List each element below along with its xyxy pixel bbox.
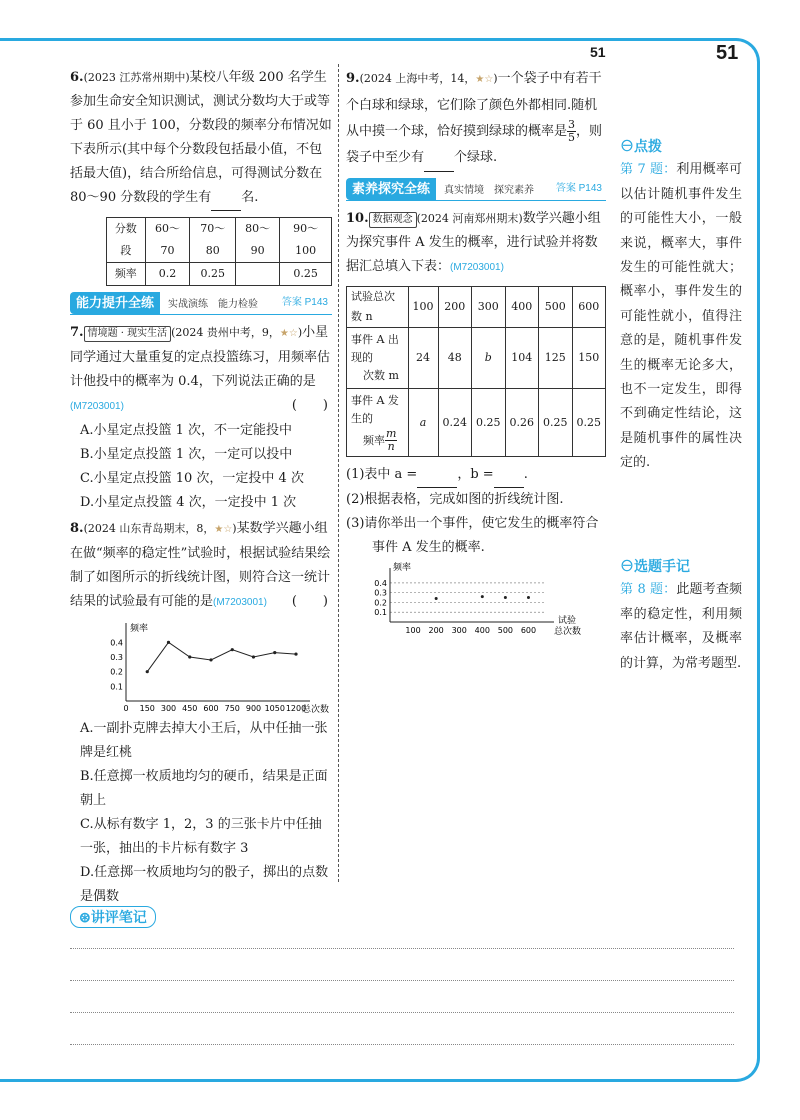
y-axis-label: 频率 [393, 563, 412, 573]
question-number: 8. [70, 521, 84, 536]
question-number: 10. [346, 211, 369, 226]
question-8 [70, 517, 332, 909]
question-code: (M7203001) [213, 597, 267, 608]
data-point [167, 641, 170, 644]
table-cell: 100 [408, 287, 438, 328]
table-cell: 400 [505, 287, 539, 328]
table-cell: 48 [438, 328, 472, 389]
x-tick-label: 600 [520, 626, 537, 635]
table-cell: b [472, 328, 506, 389]
row-label-line1: 事件 A 发生的 [351, 394, 399, 425]
data-point [435, 597, 438, 600]
frequency-fraction [385, 428, 397, 453]
left-column [70, 66, 332, 909]
data-point [504, 596, 507, 599]
banner-title: 素养探究全练 [346, 178, 436, 200]
question-source: (2023 江苏常州期中) [83, 71, 190, 84]
answer-paren[interactable]: ( ) [291, 594, 328, 609]
table-cell: 分数段 [107, 218, 146, 263]
x-tick-label: 1200 [285, 704, 307, 713]
table-cell: 0.25 [280, 263, 332, 286]
question-code: (M7203001) [70, 401, 124, 412]
x-tick-label: 300 [451, 626, 467, 635]
answer-blank-a[interactable] [417, 463, 457, 488]
x-tick-label: 0 [123, 704, 129, 713]
table-row [107, 218, 332, 263]
fraction-numerator: 3 [568, 118, 576, 131]
topic-notes-panel [620, 554, 742, 676]
answer-paren[interactable]: ( ) [291, 398, 328, 413]
question-number: 7. [70, 325, 84, 340]
x-tick-label: 450 [182, 704, 198, 713]
note-line[interactable] [70, 948, 734, 949]
option-a[interactable]: A.一副扑克牌去掉大小王后，从中任抽一张牌是红桃 [80, 721, 328, 760]
y-tick-label: 0.3 [374, 588, 387, 598]
notes-icon: ⊖ [620, 558, 634, 574]
question-source-end: ) [493, 72, 498, 85]
table-cell: 90～100 [280, 218, 332, 263]
answer-blank[interactable] [211, 186, 241, 211]
question-6 [70, 66, 332, 211]
table-row [347, 389, 606, 457]
data-point [294, 652, 297, 655]
table-cell: 150 [572, 328, 606, 389]
sub-question-2: (2)根据表格，完成如图的折线统计图. [346, 492, 564, 507]
section-banner-literacy [346, 178, 606, 201]
data-point [273, 651, 276, 654]
topic-notes-title-text: 选题手记 [634, 558, 690, 574]
data-point [188, 655, 191, 658]
experiment-table [346, 286, 606, 457]
table-row-label [347, 328, 409, 389]
frequency-line-chart [70, 619, 332, 715]
sub1-text-a: (1)表中 a = [346, 467, 418, 482]
table-cell: 0.25 [472, 389, 506, 457]
note-line[interactable] [70, 1012, 734, 1013]
sub1-text-b: ，b = [457, 467, 494, 482]
tip-title [620, 134, 742, 158]
difficulty-star-icon: ★☆ [279, 328, 298, 339]
table-row-label: 试验总次数 n [347, 287, 409, 328]
y-tick-label: 0.2 [374, 598, 387, 608]
question-source: (2024 山东青岛期末，8， [83, 522, 215, 535]
answer-blank[interactable] [424, 145, 454, 172]
tip-text: 利用概率可以估计随机事件发生的可能性大小，一般来说，概率大，事件发生的可能性就大；概率小，事件发生的可能性就小，值得注意的是，随机事件发生的概率无论多大，也不一定发生，即得不到确定性结论，这是随机事件的属性决定的. [620, 162, 742, 471]
table-cell: 200 [438, 287, 472, 328]
answer-blank-b[interactable] [494, 463, 524, 488]
banner-subtitle: 真实情境 探究素养 [444, 185, 535, 196]
table-cell: a [408, 389, 438, 457]
sub-question-3-cont: 事件 A 发生的概率. [372, 540, 485, 555]
question-tag: 情境题 · 现实生活 [84, 326, 172, 342]
question-source-end: ) [297, 326, 303, 339]
question-source-end: ) [232, 522, 237, 535]
tip-title-text: 点拨 [634, 138, 662, 154]
y-tick-label: 0.4 [110, 638, 123, 648]
table-row [347, 287, 606, 328]
question-text: 数学兴趣小组为探究事件 A 发生的概率，进行试验并将数据汇总填入下表： [346, 211, 601, 274]
review-notes-title [70, 906, 156, 928]
fraction-denominator: 5 [568, 131, 576, 144]
banner-title: 能力提升全练 [70, 292, 160, 314]
question-10 [346, 207, 606, 640]
question-text: 某校八年级 200 名学生参加生命安全知识测试，测试分数均大于或等于 60 且小于 100，分数段的频率分布情况如下表所示(其中每个分数段包括最小值，不包括最大值)，结合所给信息，可得测试分数在 80～90 分数段的学生有 [70, 70, 332, 205]
x-tick-label: 500 [497, 626, 514, 635]
answer-page-link[interactable]: 答案 P143 [281, 297, 328, 308]
row-label-line2: 次数 m [363, 369, 399, 382]
x-tick-label: 150 [139, 704, 155, 713]
page-number-small: 51 [590, 44, 606, 60]
data-point [252, 655, 255, 658]
table-cell: 500 [539, 287, 573, 328]
y-axis-label: 频率 [130, 624, 149, 634]
x-tick-label: 200 [428, 626, 444, 635]
y-tick-label: 0.3 [110, 653, 123, 662]
question-text: 一个袋子中有若干个白球和绿球，它们除了颜色外都相同.随机从中摸一个球，恰好摸到绿球的概率是 [346, 71, 602, 139]
section-banner-ability [70, 292, 332, 315]
table-cell [236, 263, 280, 286]
question-text-2: ，则袋子中至少有 [346, 124, 603, 165]
question-text-3: 个绿球. [454, 150, 498, 165]
question-number: 6. [70, 70, 84, 85]
table-cell: 60～70 [145, 218, 190, 263]
table-cell: 80～90 [236, 218, 280, 263]
banner-subtitle: 实战演练 能力检验 [168, 299, 259, 310]
data-point [527, 596, 530, 599]
x-tick-label: 1050 [264, 704, 285, 713]
x-tick-label: 600 [203, 704, 219, 713]
row-label-line2: 频率 [363, 433, 385, 447]
sub-question-1 [346, 463, 606, 488]
option-c[interactable]: C.小星定点投篮 10 次，一定投中 4 次 [80, 471, 304, 486]
answer-page-link[interactable]: 答案 P143 [555, 183, 602, 194]
page-number: 51 [716, 42, 739, 64]
sub1-text-c: . [523, 467, 528, 482]
question-source: (2024 河南郑州期末) [416, 212, 523, 225]
tip-panel [620, 134, 742, 476]
table-cell: 0.25 [190, 263, 236, 286]
fraction-denominator: n [387, 440, 395, 453]
middle-column [346, 66, 606, 640]
table-cell: 0.25 [539, 389, 573, 457]
topic-notes-label: 第 8 题： [620, 582, 677, 598]
question-text-end: 名. [241, 190, 259, 205]
fraction-numerator: m [386, 427, 397, 440]
x-tick-label: 100 [405, 626, 421, 635]
question-number: 9. [346, 71, 360, 86]
x-tick-label: 900 [245, 704, 262, 713]
difficulty-star-icon: ★☆ [214, 524, 233, 535]
frequency-scatter-chart [346, 562, 596, 640]
x-axis-label-2: 总次数 [554, 627, 582, 637]
table-cell: 104 [505, 328, 539, 389]
x-tick-label: 300 [160, 704, 177, 713]
table-row [347, 328, 606, 389]
review-notes-title-text: 讲评笔记 [90, 909, 147, 925]
question-tag: 数据观念 [369, 212, 417, 228]
difficulty-star-icon: ★☆ [475, 74, 494, 85]
table-cell: 70～80 [190, 218, 236, 263]
score-frequency-table [106, 217, 332, 286]
option-b[interactable]: B.小星定点投篮 1 次，一定可以投中 [80, 447, 293, 462]
probability-fraction [567, 119, 576, 144]
x-axis-label: 试验 [558, 616, 577, 626]
table-cell: 频率 [107, 263, 146, 286]
notes-badge-icon: ⊛ [79, 909, 91, 925]
question-7 [70, 321, 332, 515]
table-cell: 0.26 [505, 389, 539, 457]
option-a[interactable]: A.小星定点投篮 1 次，不一定能投中 [80, 423, 293, 438]
y-tick-label: 0.1 [110, 682, 123, 692]
row-label-line1: 事件 A 出现的 [351, 333, 399, 364]
question-text: 某数学兴趣小组在做“频率的稳定性”试验时，根据试验结果绘制了如图所示的折线统计图，则符合这一统计结果的试验最有可能的是 [70, 521, 331, 609]
y-tick-label: 0.2 [110, 667, 123, 677]
table-cell: 0.2 [145, 263, 190, 286]
question-source: (2024 贵州中考，9， [171, 326, 280, 339]
option-b[interactable]: B.任意掷一枚质地均匀的硬币，结果是正面朝上 [80, 769, 328, 808]
column-divider [338, 64, 339, 882]
topic-notes-title [620, 554, 742, 578]
option-d[interactable]: D.小星定点投篮 4 次，一定投中 1 次 [80, 495, 297, 510]
note-line[interactable] [70, 1044, 734, 1045]
option-c[interactable]: C.从标有数字 1，2，3 的三张卡片中任抽一张，抽出的卡片标有数字 3 [80, 817, 322, 856]
question-9 [346, 66, 606, 172]
option-d[interactable]: D.任意掷一枚质地均匀的骰子，掷出的点数是偶数 [80, 865, 329, 904]
table-row-label [347, 389, 409, 457]
note-line[interactable] [70, 980, 734, 981]
table-cell: 300 [472, 287, 506, 328]
y-tick-label: 0.1 [374, 608, 387, 618]
y-tick-label: 0.4 [374, 578, 387, 588]
tip-icon: ⊖ [620, 138, 634, 154]
table-cell: 0.24 [438, 389, 472, 457]
table-cell: 24 [408, 328, 438, 389]
tip-label: 第 7 题： [620, 162, 677, 178]
sub-question-3: (3)请你举出一个事件，使它发生的概率符合 [346, 516, 599, 531]
x-tick-label: 400 [474, 626, 490, 635]
table-row [107, 263, 332, 286]
x-tick-label: 750 [224, 704, 240, 713]
question-code: (M7203001) [450, 262, 504, 273]
question-text: 小星同学通过大量重复的定点投篮练习，用频率估计他投中的概率为 0.4，下列说法正确的是 [70, 325, 331, 389]
data-point [146, 670, 149, 673]
data-point [209, 658, 212, 661]
series-line [147, 642, 296, 671]
table-cell: 125 [539, 328, 573, 389]
table-cell: 600 [572, 287, 606, 328]
data-point [481, 595, 484, 598]
data-point [231, 648, 234, 651]
x-axis-label: 总次数 [302, 705, 330, 715]
table-cell: 0.25 [572, 389, 606, 457]
question-source: (2024 上海中考，14， [359, 72, 476, 85]
topic-notes-text: 此题考查频率的稳定性，利用频率估计概率，及概率的计算，为常考题型. [620, 582, 742, 671]
